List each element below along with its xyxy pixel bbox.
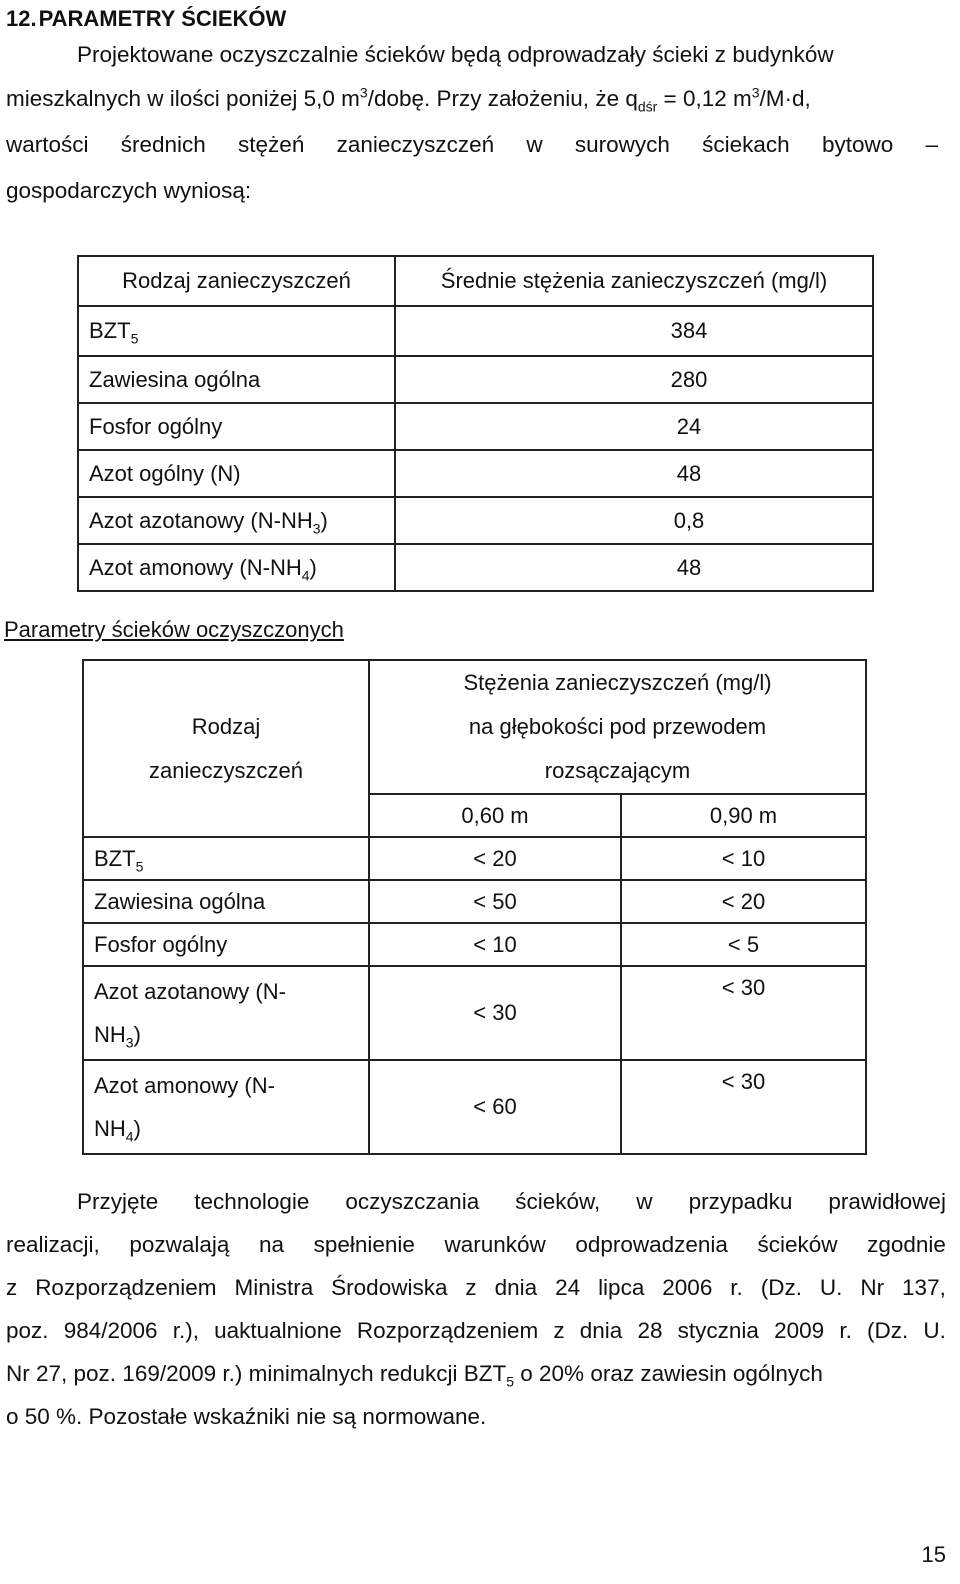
value-090: < 30 — [621, 966, 866, 1060]
pollutant-name: Zawiesina ogólna — [78, 356, 395, 403]
closing-line-3 — [6, 1266, 946, 1309]
closing-line-3-word: r. — [730, 1275, 743, 1300]
pollutant-name: Azot azotanowy $(N-NH_3)$ — [78, 497, 395, 544]
raw-wastewater-table — [77, 255, 874, 592]
closing-line-3-word: Rozporządzeniem — [35, 1275, 217, 1300]
closing-line-1-word: Przyjęte — [77, 1189, 159, 1214]
closing-line-6: o 50 %. Pozostałe wskaźniki nie są normowane. — [6, 1404, 487, 1429]
closing-line-3-word: z — [6, 1275, 18, 1300]
concentration-value: 48 — [395, 450, 873, 497]
section-number: 12. — [6, 6, 37, 31]
closing-line-2-word: pozwalają — [129, 1232, 230, 1257]
closing-line-4-word: uaktualnione — [214, 1318, 342, 1343]
concentration-value: 24 — [395, 403, 873, 450]
treated-wastewater-heading: Parametry ścieków oczyszczonych — [4, 617, 344, 642]
closing-line-3-word: Nr — [860, 1275, 885, 1300]
closing-line-3-word: lipca — [598, 1275, 645, 1300]
depth-060: 0,60 m — [369, 794, 621, 837]
table-row — [78, 356, 873, 403]
closing-line-4-word: z — [553, 1318, 565, 1343]
table-row — [83, 880, 866, 923]
closing-line-4-word: dnia — [579, 1318, 623, 1343]
depth-090: 0,90 m — [621, 794, 866, 837]
section-heading — [6, 6, 286, 32]
closing-line-4-word: Rozporządzeniem — [356, 1318, 539, 1343]
intro-line-3-word: wartości — [6, 132, 89, 157]
intro-line-3-word: średnich — [120, 132, 206, 157]
table-row — [78, 497, 873, 544]
closing-line-1-word: ścieków, — [515, 1189, 601, 1214]
closing-line-2-word: spełnienie — [313, 1232, 415, 1257]
concentration-value: 48 — [395, 544, 873, 591]
closing-line-1-word: w — [636, 1189, 653, 1214]
closing-line-4-word: 984/2006 — [63, 1318, 158, 1343]
closing-line-2-word: ścieków — [757, 1232, 838, 1257]
intro-line-3-word: zanieczyszczeń — [336, 132, 495, 157]
table-header-row — [83, 660, 866, 794]
value-060: < 60 — [369, 1060, 621, 1154]
concentration-value: 0,8 — [395, 497, 873, 544]
header-average-concentration: Średnie stężenia zanieczyszczeń (mg/l) — [395, 256, 873, 306]
table-row — [78, 306, 873, 356]
closing-line-5: Nr 27, poz. 169/2009 r.) minimalnych redukcji $BZT_5$ o 20% oraz zawiesin ogólnych — [6, 1361, 823, 1390]
closing-line-3-word: Środowiska — [331, 1275, 448, 1300]
intro-line-3-word: ściekach — [702, 132, 790, 157]
pollutant-name: Fosfor ogólny — [78, 403, 395, 450]
value-060: < 30 — [369, 966, 621, 1060]
closing-line-4-word: 2009 — [774, 1318, 825, 1343]
closing-line-4-word: U. — [923, 1318, 946, 1343]
intro-line-3-word: bytowo — [821, 132, 894, 157]
treated-wastewater-table — [82, 659, 867, 1155]
closing-line-2-word: warunków — [444, 1232, 546, 1257]
pollutant-name: Azot amonowy (N- $NH_4$) — [83, 1060, 369, 1154]
table-row — [83, 966, 866, 1060]
closing-line-1-word: oczyszczania — [345, 1189, 480, 1214]
value-090: < 30 — [621, 1060, 866, 1154]
intro-line-3-word: stężeń — [238, 132, 305, 157]
value-060: < 10 — [369, 923, 621, 966]
pollutant-name: Zawiesina ogólna — [83, 880, 369, 923]
value-060: < 50 — [369, 880, 621, 923]
intro-line-2: mieszkalnych w ilości poniżej 5,0 $m^3$/dobę. Przy założeniu, że $q_{dśr} = 0,12$ $m^3/M\cdot d$, — [6, 84, 811, 115]
pollutant-name: $BZT_5$ — [83, 837, 369, 880]
closing-line-2-word: na — [258, 1232, 285, 1257]
closing-line-3-word: 137, — [902, 1275, 946, 1300]
closing-line-4-word: stycznia — [677, 1318, 759, 1343]
closing-line-4-word: r.), — [172, 1318, 199, 1343]
intro-line-4: gospodarczych wyniosą: — [6, 178, 252, 203]
closing-line-3-word: 24 — [555, 1275, 581, 1300]
table-row — [78, 403, 873, 450]
closing-line-1-word: prawidłowej — [828, 1189, 946, 1214]
intro-line-3-word: surowych — [574, 132, 670, 157]
closing-line-3-word: 2006 — [662, 1275, 713, 1300]
pollutant-name: Azot azotanowy (N- $NH_3$) — [83, 966, 369, 1060]
table-row — [83, 1060, 866, 1154]
table-row — [78, 450, 873, 497]
pollutant-name: $BZT_5$ — [78, 306, 395, 356]
value-090: < 10 — [621, 837, 866, 880]
closing-line-2-word: odprowadzenia — [575, 1232, 728, 1257]
concentration-value: 280 — [395, 356, 873, 403]
intro-line-3-word: – — [925, 132, 938, 157]
closing-line-4 — [6, 1309, 946, 1352]
table-row — [83, 837, 866, 880]
closing-line-3-word: U. — [819, 1275, 843, 1300]
concentration-value: 384 — [395, 306, 873, 356]
header-pollutant-type: Rodzaj zanieczyszczeń — [78, 256, 395, 306]
table-row — [78, 544, 873, 591]
pollutant-name: Fosfor ogólny — [83, 923, 369, 966]
header-concentration-depth: Stężenia zanieczyszczeń (mg/l) na głębokości pod przewodem rozsączającym — [369, 660, 866, 794]
value-060: < 20 — [369, 837, 621, 880]
closing-line-1-word: technologie — [194, 1189, 310, 1214]
section-title: PARAMETRY ŚCIEKÓW — [38, 6, 287, 31]
closing-line-4-word: (Dz. — [867, 1318, 909, 1343]
closing-line-1 — [6, 1180, 946, 1223]
closing-line-2-word: zgodnie — [867, 1232, 946, 1257]
header-pollutant-type: Rodzaj zanieczyszczeń — [83, 660, 369, 837]
pollutant-name: Azot amonowy $(N-NH_4)$ — [78, 544, 395, 591]
closing-line-3-word: dnia — [494, 1275, 538, 1300]
closing-line-1-word: przypadku — [688, 1189, 793, 1214]
value-090: < 20 — [621, 880, 866, 923]
page-number: 15 — [921, 1542, 946, 1567]
closing-line-4-word: 28 — [637, 1318, 663, 1343]
closing-line-4-word: r. — [839, 1318, 852, 1343]
closing-line-2-word: realizacji, — [6, 1232, 100, 1257]
closing-line-3-word: Ministra — [234, 1275, 314, 1300]
intro-line-1: Projektowane oczyszczalnie ścieków będą odprowadzały ścieki z budynków — [77, 42, 834, 67]
closing-line-2 — [6, 1223, 946, 1266]
pollutant-name: Azot ogólny (N) — [78, 450, 395, 497]
closing-line-3-word: z — [465, 1275, 477, 1300]
closing-paragraph — [6, 1180, 946, 1438]
closing-line-4-word: poz. — [6, 1318, 49, 1343]
closing-line-3-word: (Dz. — [760, 1275, 802, 1300]
table-header-row — [78, 256, 873, 306]
intro-line-3 — [6, 132, 938, 158]
intro-line-3-word: w — [526, 132, 543, 157]
value-090: < 5 — [621, 923, 866, 966]
table-row — [83, 923, 866, 966]
